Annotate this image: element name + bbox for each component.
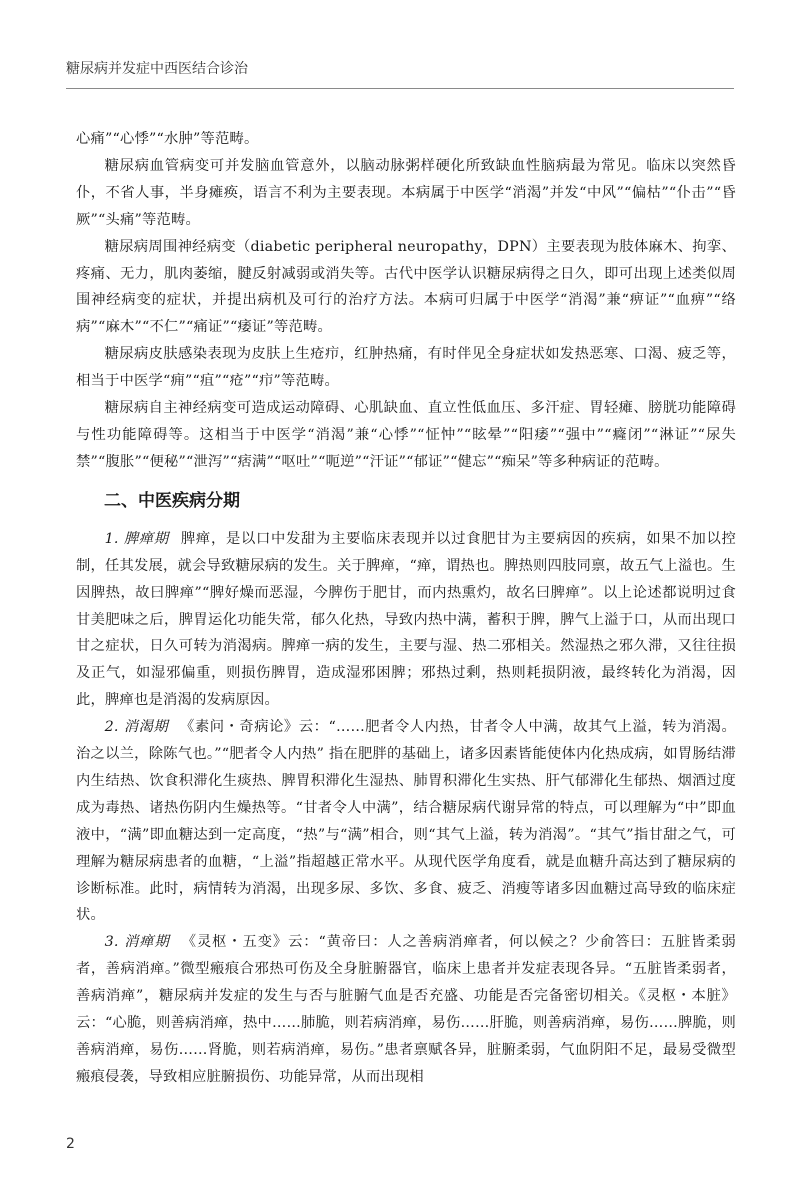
- paragraph-skin-infection: 糖尿病皮肤感染表现为皮肤上生疮疖，红肿热痛，有时伴见全身症状如发热恶寒、口渴、疲乏等，相当于中医学“痈”“疽”“疮”“疖”等范畴。: [76, 346, 736, 390]
- stage-1-text: 脾瘅，是以口中发甜为主要临床表现并以过食肥甘为主要病因的疾病，如果不加以控制，任其发展，就会导致糖尿病的发生。关于脾瘅，“瘅，谓热也。脾热则四肢同禀，故五气上溢也。生因脾热，故曰脾瘅”“脾好燥而恶湿，今脾伤于肥甘，而内热熏灼，故名曰脾瘅”。以上论述都说明过食甘美肥味之后，脾胃运化功能失常，郁久化热，导致内热中满，蓄积于脾，脾气上溢于口，从而出现口甘之症状，日久可转为消渴病。脾瘅一病的发生，主要与湿、热二邪相关。然湿热之邪久滞，又往往损及正气，如湿邪偏重，则损伤脾胃，造成湿邪困脾；邪热过剩，热则耗损阴液，最终转化为消渴，因此，脾瘅也是消渴的发病原因。: [76, 530, 736, 709]
- stage-1-paragraph: [76, 526, 736, 714]
- stage-2-lead: 2. 消渴期: [104, 719, 169, 736]
- paragraph-peripheral-neuropathy: 糖尿病周围神经病变（diabetic peripheral neuropathy，DPN）主要表现为肢体麻木、拘挛、疼痛、无力，肌肉萎缩，腱反射减弱或消失等。古代中医学认识糖尿病得之日久，即可出现上述类似周围神经病变的症状，并提出病机及可行的治疗方法。本病可归属于中医学“消渴”兼“痹证”“血痹”“络病”“麻木”“不仁”“痛证”“痿证”等范畴。: [76, 238, 736, 336]
- page-body: [76, 126, 736, 1091]
- stage-1-lead: 1. 脾瘅期: [104, 530, 169, 547]
- header-divider: [66, 88, 734, 89]
- section-heading: 二、中医疾病分期: [104, 490, 240, 511]
- running-header: 糖尿病并发症中西医结合诊治: [66, 61, 248, 77]
- stage-2-text: 《素问・奇病论》云：“……肥者令人内热，甘者令人中满，故其气上溢，转为消渴。治之以兰，除陈气也。”“肥者令人内热” 指在肥胖的基础上，诸多因素皆能使体内化热成病，如胃肠结滞内生结热、饮食积滞化生痰热、脾胃积滞化生湿热、肺胃积滞化生实热、肝气郁滞化生郁热、烟酒过度成为毒热、诸热伤阴内生燥热等。“甘者令人中满”，结合糖尿病代谢异常的特点，可以理解为“中”即血液中，“满”即血糖达到一定高度，“热”与“满”相合，则“其气上溢，转为消渴”。“其气”指甘甜之气，可理解为糖尿病患者的血糖，“上溢”指超越正常水平。从现代医学角度看，就是血糖升高达到了糖尿病的诊断标准。此时，病情转为消渴，出现多尿、多饮、多食、疲乏、消瘦等诸多因血糖过高导致的临床症状。: [76, 719, 736, 924]
- stage-3-paragraph: [76, 929, 736, 1090]
- page-number: 2: [66, 1136, 75, 1152]
- stage-2-paragraph: [76, 714, 736, 929]
- paragraph-continuation: 心痛”“心悸”“水肿”等范畴。: [76, 131, 259, 147]
- stage-3-lead: 3. 消瘅期: [104, 934, 170, 951]
- paragraph-autonomic-neuropathy: 糖尿病自主神经病变可造成运动障碍、心肌缺血、直立性低血压、多汗症、胃轻瘫、膀胱功能障碍与性功能障碍等。这相当于中医学“消渴”兼“心悸”“怔忡”“眩晕”“阳痿”“强中”“癃闭”“淋证”“尿失禁”“腹胀”“便秘”“泄泻”“痞满”“呕吐”“呃逆”“汗证”“郁证”“健忘”“痴呆”等多种病证的范畴。: [76, 400, 736, 470]
- paragraph-cerebrovascular: 糖尿病血管病变可并发脑血管意外，以脑动脉粥样硬化所致缺血性脑病最为常见。临床以突然昏仆，不省人事，半身瘫痪，语言不利为主要表现。本病属于中医学“消渴”并发“中风”“偏枯”“仆击”“昏厥”“头痛”等范畴。: [76, 157, 736, 228]
- stage-3-text: 《灵枢・五变》云：“黄帝曰：人之善病消瘅者，何以候之？少俞答曰：五脏皆柔弱者，善病消瘅。”微型瘢痕合邪热可伤及全身脏腑器官，临床上患者并发症表现各异。“五脏皆柔弱者，善病消瘅”，糖尿病并发症的发生与否与脏腑气血是否充盛、功能是否完备密切相关。《灵枢・本脏》云：“心脆，则善病消瘅，热中……肺脆，则若病消瘅，易伤……肝脆，则善病消瘅，易伤……脾脆，则善病消瘅，易伤……肾脆，则若病消瘅，易伤。”患者禀赋各异，脏腑柔弱，气血阴阳不足，最易受微型瘢痕侵袭，导致相应脏腑损伤、功能异常，从而出现相: [76, 934, 736, 1085]
